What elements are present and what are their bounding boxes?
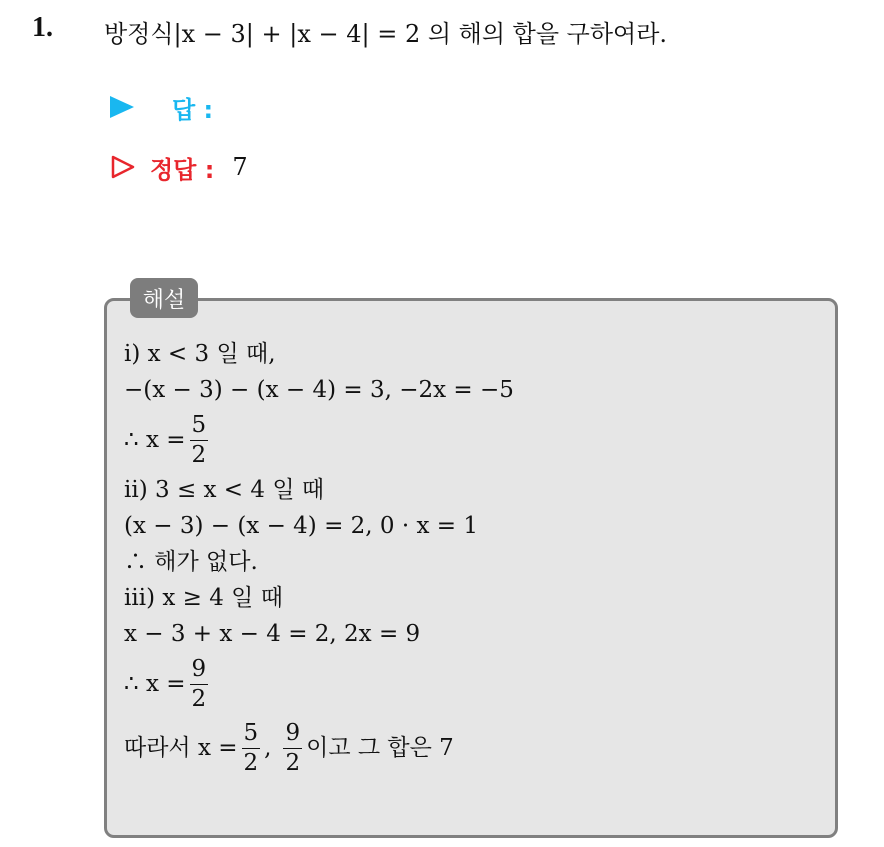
fraction-numerator: 5 [242, 722, 261, 749]
separator-comma: , [264, 735, 272, 761]
solution-tab: 해설 [130, 278, 198, 318]
fraction-numerator: 9 [190, 658, 209, 685]
fraction [190, 655, 209, 712]
fraction [242, 719, 261, 776]
solution-line: −(x − 3) − (x − 4) = 3, −2x = −5 [124, 377, 514, 403]
answer-row [110, 90, 213, 124]
solution-line: (x − 3) − (x − 4) = 2, 0 · x = 1 [124, 513, 478, 539]
fraction [190, 411, 209, 468]
fraction-denominator: 2 [285, 749, 301, 776]
solution-line: ⅰ) x < 3 일 때, [124, 341, 276, 367]
solution-line: ⅲ) x ≥ 4 일 때 [124, 585, 283, 611]
solution-text: 따라서 x = [124, 735, 238, 761]
answer-key-row [110, 150, 248, 184]
answer-label: 답 : [172, 95, 214, 124]
fraction [283, 719, 302, 776]
solution-line [124, 716, 824, 780]
fraction-numerator: 5 [190, 414, 209, 441]
solution-content [124, 336, 824, 780]
solution-line [124, 408, 824, 472]
question-number: 1. [32, 12, 53, 43]
fraction-denominator: 2 [191, 441, 207, 468]
outline-triangle-icon [110, 154, 136, 180]
solution-line: ⅱ) 3 ≤ x < 4 일 때 [124, 477, 325, 503]
solution-text: 이고 그 합은 7 [306, 735, 454, 761]
filled-triangle-icon [110, 96, 134, 118]
answer-key-value: 7 [232, 153, 248, 181]
fraction-denominator: 2 [243, 749, 259, 776]
answer-key-label: 정답 : [150, 155, 215, 184]
fraction-numerator: 9 [283, 722, 302, 749]
solution-line: ∴ 해가 없다. [124, 549, 258, 575]
solution-line [124, 652, 824, 716]
fraction-denominator: 2 [191, 685, 207, 712]
question-text: 방정식|x − 3| + |x − 4| = 2 의 해의 합을 구하여라. [104, 20, 668, 48]
solution-text: ∴ x = [124, 427, 186, 453]
solution-line: x − 3 + x − 4 = 2, 2x = 9 [124, 621, 421, 647]
solution-text: ∴ x = [124, 671, 186, 697]
